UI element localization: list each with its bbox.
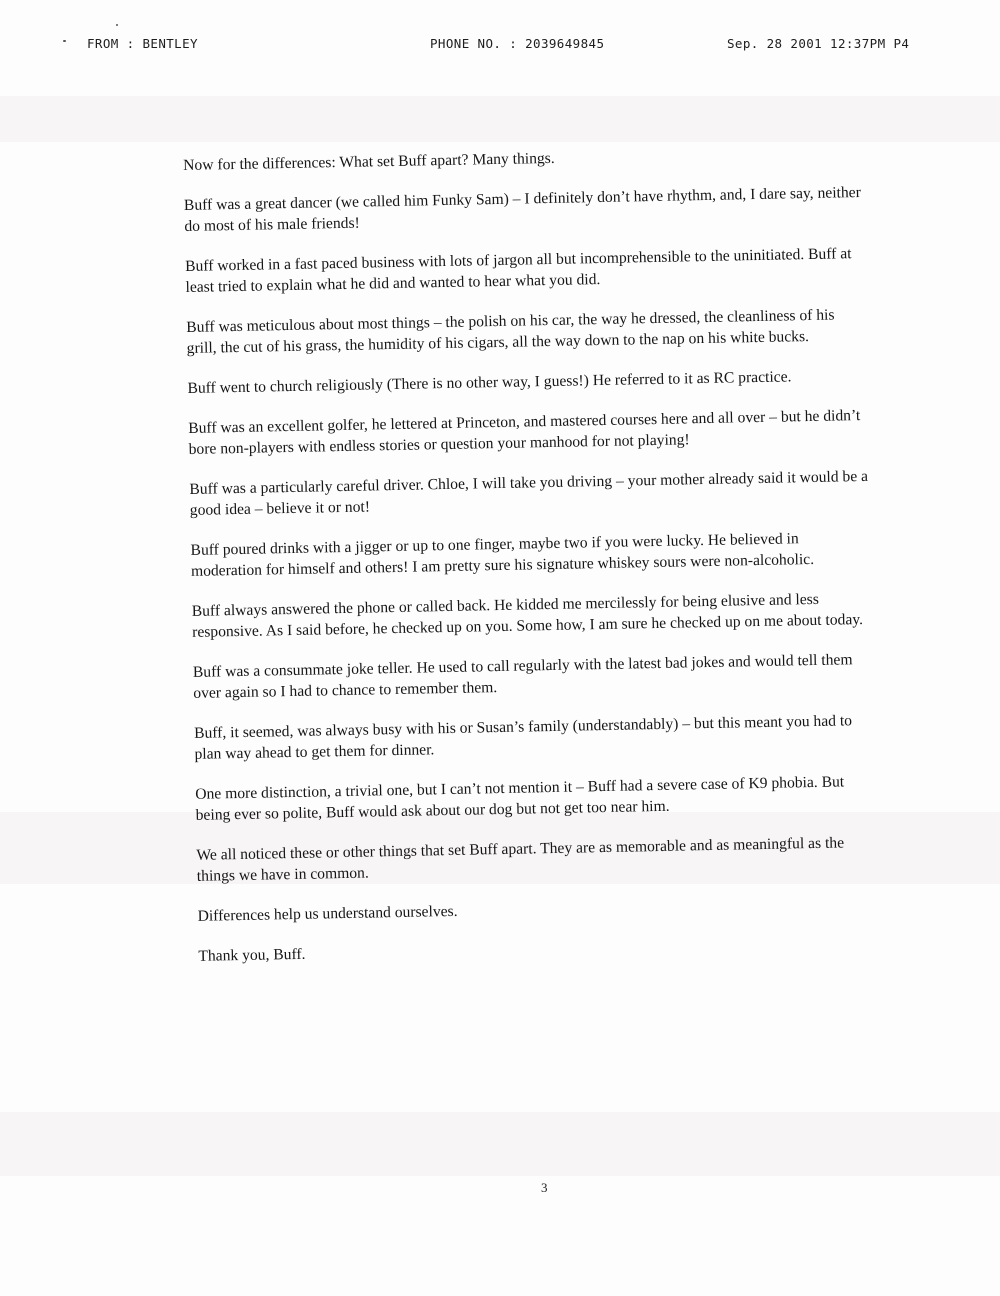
paragraph: We all noticed these or other things that set Buff apart. They are as memorable and as meaningful as the things we have in common. xyxy=(196,834,845,885)
paragraph: Now for the differences: What set Buff apart? Many things. xyxy=(183,149,555,174)
page-number: 3 xyxy=(541,1180,548,1195)
letter-body xyxy=(183,142,879,986)
fax-header xyxy=(0,36,1000,58)
paragraph: Buff worked in a fast paced business with lots of jargon all but incomprehensible to the uninitiated. Buff at least tried to explain what he did and wanted to hear what you did. xyxy=(184,245,852,296)
scan-speck xyxy=(116,24,118,26)
paragraph: Buff was an excellent golfer, he lettered at Princeton, and mastered courses here and all over – but he didn’t bore non-players with endless stories or question your manhood for not playing! xyxy=(188,407,861,458)
paragraph: Buff went to church religiously (There is no other way, I guess!) He referred to it as RC practice. xyxy=(187,368,792,397)
fax-date: Sep. 28 2001 12:37PM P4 xyxy=(727,36,910,51)
paragraph: Buff was meticulous about most things – the polish on his car, the way he dressed, the cleanliness of his grill, the cut of his grass, the humidity of his cigars, all the way down to the nap on his white bucks. xyxy=(186,306,835,357)
paragraph: Differences help us understand ourselves. xyxy=(197,902,458,925)
paragraph: Buff was a consummate joke teller. He used to call regularly with the latest bad jokes and would tell them over again so I had to chance to remember them. xyxy=(192,651,853,702)
paragraph: Buff was a great dancer (we called him Funky Sam) – I definitely don’t have rhythm, and, I dare say, neither do most of his male friends! xyxy=(183,183,861,235)
paragraph: Buff, it seemed, was always busy with his or Susan’s family (understandably) – but this meant you had to plan way ahead to get them for dinner. xyxy=(193,712,853,763)
scan-band xyxy=(0,1112,1000,1176)
paragraph: One more distinction, a trivial one, but I can’t not mention it – Buff had a severe case of K9 phobia. But being ever so polite, Buff would ask about our dog but not get too near him. xyxy=(195,773,845,824)
fax-from: FROM : BENTLEY xyxy=(87,36,198,51)
fax-phone: PHONE NO. : 2039649845 xyxy=(430,36,605,51)
paragraph: Buff was a particularly careful driver. Chloe, I will take you driving – your mother already said it would be a good idea – believe it or not! xyxy=(189,467,869,519)
scan-band xyxy=(0,96,1000,142)
paragraph: Buff always answered the phone or called back. He kidded me mercilessly for being elusive and less responsive. As I said before, he checked up on you. Some how, I am sure he checked up on me about today. xyxy=(191,590,864,641)
paragraph: Buff poured drinks with a jigger or up to one finger, maybe two if you were lucky. He believed in moderation for himself and others! I am pretty sure his signature whiskey sours were non-alcoholic. xyxy=(190,530,815,580)
closing: Thank you, Buff. xyxy=(198,945,306,965)
